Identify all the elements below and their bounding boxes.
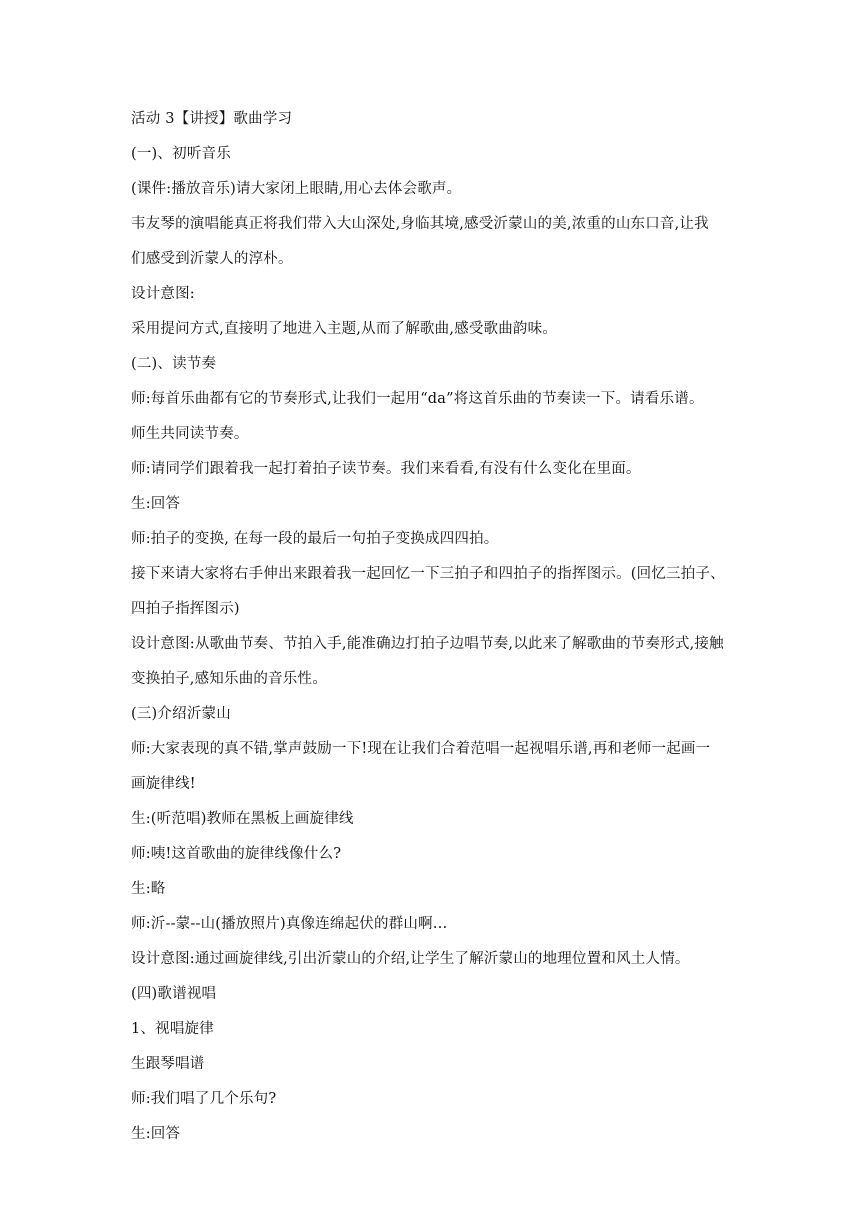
paragraph-line: 师:咦!这首歌曲的旋律线像什么? [131,846,342,862]
section-heading-1: (一)、初听音乐 [131,146,231,162]
paragraph-line: 师:沂--蒙--山(播放照片)真像连绵起伏的群山啊… [131,916,448,932]
paragraph-line: (课件:播放音乐)请大家闭上眼睛,用心去体会歌声。 [131,181,462,197]
activity-heading: 活动 3【讲授】歌曲学习 [131,111,293,127]
paragraph-line: 画旋律线! [131,776,196,792]
paragraph-line: 韦友琴的演唱能真正将我们带入大山深处,身临其境,感受沂蒙山的美,浓重的山东口音,让我 [131,216,709,232]
paragraph-line: 设计意图:通过画旋律线,引出沂蒙山的介绍,让学生了解沂蒙山的地理位置和风土人情。 [131,951,690,967]
section-heading-4: (四)歌谱视唱 [131,986,217,1002]
paragraph-line: 师:拍子的变换, 在每一段的最后一句拍子变换成四四拍。 [131,531,499,547]
paragraph-line: 师:每首乐曲都有它的节奏形式,让我们一起用“da”将这首乐曲的节奏读一下。请看乐谱。 [131,391,704,407]
subsection-heading: 1、视唱旋律 [131,1021,214,1037]
paragraph-line: 变换拍子,感知乐曲的音乐性。 [131,671,327,687]
paragraph-line: 生:回答 [131,496,181,512]
paragraph-line: 生:略 [131,881,166,897]
document-body [131,108,736,1158]
paragraph-line: 生:回答 [131,1126,181,1142]
paragraph-line: 师:大家表现的真不错,掌声鼓励一下!现在让我们合着范唱一起视唱乐谱,再和老师一起画一 [131,741,711,757]
design-intent-label: 设计意图: [131,286,195,302]
paragraph-line: 生:(听范唱)教师在黑板上画旋律线 [131,811,354,827]
paragraph-line: 师:请同学们跟着我一起打着拍子读节奏。我们来看看,有没有什么变化在里面。 [131,461,641,477]
paragraph-line: 采用提问方式,直接明了地进入主题,从而了解歌曲,感受歌曲韵味。 [131,321,558,337]
paragraph-line: 师:我们唱了几个乐句? [131,1091,277,1107]
paragraph-line: 们感受到沂蒙人的淳朴。 [131,251,293,267]
paragraph-line: 接下来请大家将右手伸出来跟着我一起回忆一下三拍子和四拍子的指挥图示。(回忆三拍子、 [131,566,725,582]
paragraph-line: 生跟琴唱谱 [131,1056,205,1072]
paragraph-line: 四拍子指挥图示) [131,601,240,617]
paragraph-line: 设计意图:从歌曲节奏、节拍入手,能准确边打拍子边唱节奏,以此来了解歌曲的节奏形式,接触 [131,636,724,652]
section-heading-2: (二)、读节奏 [131,356,217,372]
paragraph-line: 师生共同读节奏。 [131,426,249,442]
section-heading-3: (三)介绍沂蒙山 [131,706,231,722]
